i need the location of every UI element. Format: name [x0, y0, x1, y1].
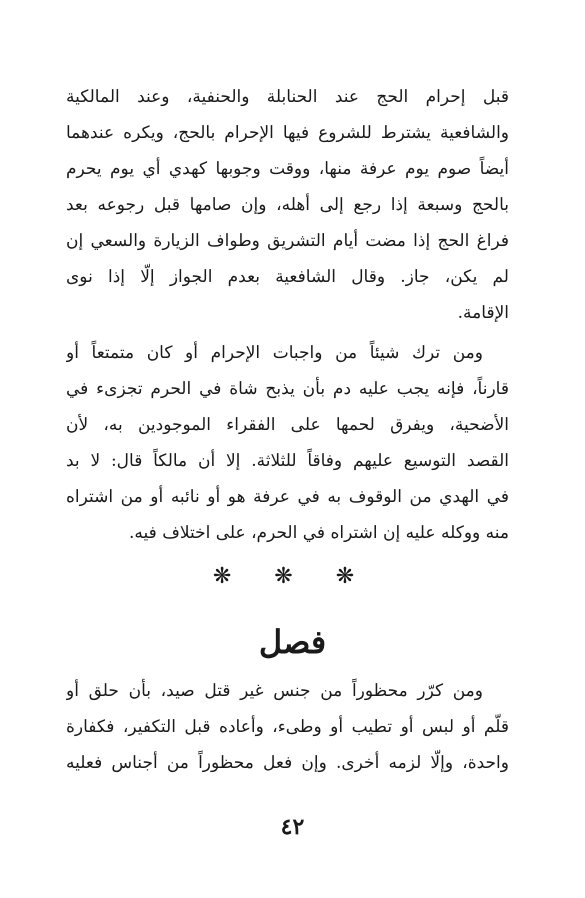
section-separator: ❋ ❋ ❋	[212, 564, 373, 589]
text-line: القصد التوسيع عليهم وفاقاً للثلاثة. إلا أن مالكاً قال: لا بد	[66, 451, 509, 471]
text-line: ومن ترك شيئاً من واجبات الإحرام أو كان متمتعاً أو	[66, 343, 483, 363]
paragraph-1	[66, 79, 509, 331]
page-number: ٤٢	[280, 814, 305, 840]
text-line: الإقامة.	[457, 303, 509, 323]
text-line: والشافعية يشترط للشروع فيها الإحرام بالحج، ويكره عندهما	[66, 123, 509, 143]
text-line: قبل إحرام الحج عند الحنابلة والحنفية، وعند المالكية	[66, 87, 509, 107]
text-line: الأضحية، ويفرق لحمها على الفقراء الموجودين به، لأن	[66, 415, 509, 435]
text-line: لم يكن، جاز. وقال الشافعية بعدم الجواز إلّا إذا نوى	[66, 267, 509, 287]
text-line: بالحج وسبعة إذا رجع إلى أهله، وإن صامها قبل رجوعه بعد	[66, 195, 509, 215]
text-line: في الهدي من الوقوف به في عرفة هو أو نائبه أو من اشتراه	[66, 487, 509, 507]
text-line: قلّم أو لبس أو تطيب أو وطىء، وأعاده قبل التكفير، فكفارة	[66, 717, 509, 737]
text-line: ومن كرّر محظوراً من جنس غير قتل صيد، بأن حلق أو	[66, 681, 483, 701]
paragraph-3	[66, 673, 509, 781]
text-line: أيضاً صوم يوم عرفة منها، ووقت وجوبها كهدي أي يوم يحرم	[66, 159, 509, 179]
section-title: فصل	[258, 623, 327, 661]
paragraph-2	[66, 335, 509, 551]
text-line: قارناً، فإنه يجب عليه دم بأن يذبح شاة في الحرم تجزىء في	[66, 379, 509, 399]
text-line: واحدة، وإلّا لزمه أخرى. وإن فعل محظوراً من أجناس فعليه	[66, 753, 509, 773]
text-line: فراغ الحج إذا مضت أيام التشريق وطواف الزيارة والسعي إن	[66, 231, 509, 251]
text-line: منه ووكله عليه إن اشتراه في الحرم، على اختلاف فيه.	[129, 523, 509, 543]
